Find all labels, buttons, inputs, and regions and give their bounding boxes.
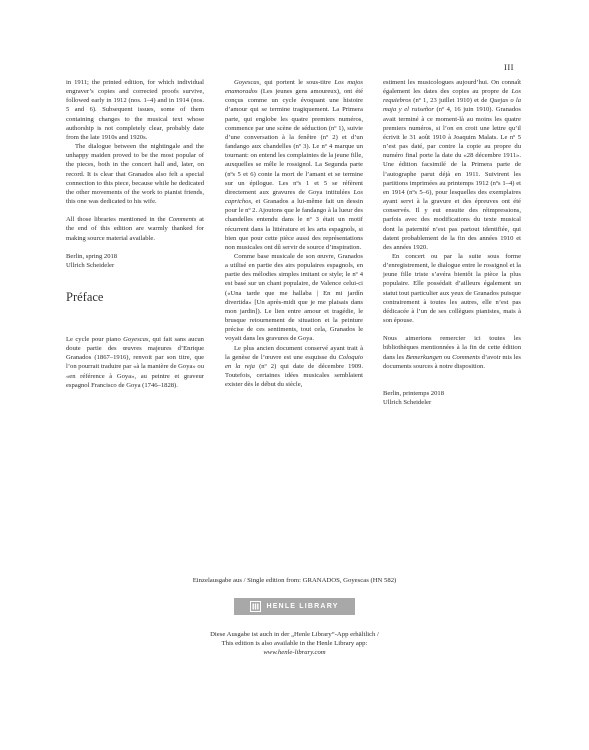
page-number: III: [504, 62, 514, 72]
paragraph-oldest-document: Le plus ancien document conservé ayant trait à la genèse de l’œuvre est une esquisse du Coloquio en la reja (nº 2) qui date de décembre 1909. Toutefois, certaines idées musicales semblaient exister dès le début du siècle,: [225, 344, 363, 389]
app-url-link[interactable]: www.henle-library.com: [263, 649, 326, 657]
henle-library-logo: [234, 598, 355, 615]
column-right: [383, 78, 521, 407]
paragraph-dialogue: The dialogue between the nightingale and the unhappy maiden proved to be the most popular of the pieces, both in the concert hall and, later, on record. It is clear that Granados also felt a special connection to this piece, because while he dedicated the other movements of the work to pianist friends, this one was dedicated to his wife.: [66, 143, 204, 206]
henle-library-icon: [250, 601, 261, 612]
app-availability-note: [0, 630, 589, 658]
single-edition-note: Einzelausgabe aus / Single edition from: GRANADOS, Goyescas (HN 582): [192, 577, 397, 584]
paragraph-preface-intro: Le cycle pour piano Goyescas, qui fait sans aucun doute partie des œuvres majeures d’Enrique Granados (1867–1916), renvoit par son titre, que l’on pourrait traduire par «à la manière de Goya» ou «en référence à Goya», au peintre et graveur espagnol Francisco de Goya (1746–1828).: [66, 335, 204, 389]
paragraph-musical-base: Comme base musicale de son œuvre, Granados a utilisé en partie des airs populaires espagnols, en partie des mélodies simples imitant ce style; le nº 4 est basé sur un chant populaire, de Valence celui-ci («Una tarde que me hallaba | En mi jardín divertida» [Un après-midi que je me plaisais dans mon jardin]). Le lien entre amour et tragédie, le brusque retournement de situation et la peinture précise de ces sentiments, tout cela, Granados le voyait dans les gravures de Goya.: [225, 252, 363, 343]
place-date: Berlin, spring 2018: [66, 252, 118, 260]
logo-text: HENLE LIBRARY: [266, 603, 339, 610]
author-name: Ullrich Scheideler: [66, 261, 115, 269]
author-name-fr: Ullrich Scheideler: [383, 399, 432, 406]
paragraph-goyescas: Goyescas, qui portent le sous-titre Los majos enamorados (Les jeunes gens amoureux), ont été conçus comme un cycle évoquant une histoire d’amour qui se termine tragiquement. La Primera parte, qui englobe les quatre premiers numéros, commence par une scène de séduction (nº 1), suivie d’une conversation à la fenêtre (nº 2) et d’un fandango aux chandelles (nº 3). Le nº 4 marque un tournant: on entend les complaintes de la jeune fille, auxquelles se mêle le rossignol. La Segunda parte (nºs 5 et 6) conte la mort de l’amant et se termine sur un épilogue. Les nºs 1 et 5 se réfèrent directement aux gravures de Goya intitulées Los caprichos, et Granados a lui-même fait un dessin pour le nº 2. Ajoutons que le fandango à la lueur des chandelles entendu dans le nº 3 était un motif récurrent dans la littérature et les arts espagnols, si bien que pour cette pièce aussi des représentations non musicales ont dû servir de source d’inspiration.: [225, 79, 363, 251]
column-left: [66, 78, 204, 390]
app-line-english: This edition is also available in the Henle Library app:: [221, 640, 368, 648]
paragraph-concert: En concert ou par la suite sous forme d’enregistrement, le dialogue entre le rossignol et la jeune fille triste s’avéra bientôt la pièce la plus populaire. Elle possédait d’ailleurs également un statut tout particulier aux yeux de Granados puisque contrairement à toutes les autres, elle n’est pas dédicacée à l’un de ses collègues pianistes, mais à son épouse.: [383, 252, 521, 325]
paragraph-thanks-fr: Nous aimerions remercier ici toutes les bibliothèques mentionnées à la fin de cette édition dans les Bemerkungen ou Comments d’avoir mis les documents sources à notre disposition.: [383, 335, 522, 370]
place-date-fr: Berlin, printemps 2018: [383, 389, 444, 397]
paragraph-continued: in 1911; the printed edition, for which individual engraver’s copies and corrected proofs survive, followed early in 1912 (nos. 1–4) and in 1914 (nos. 5 and 6). Subsequent issues, some of them containing changes to the musical text whose authorship is not completely clear, probably date from the late 1910s and 1920s.: [66, 79, 204, 141]
column-middle: [225, 78, 363, 389]
app-line-german: Diese Ausgabe ist auch in der „Henle Library“-App erhältlich /: [210, 631, 379, 638]
paragraph-thanks: All those libraries mentioned in the Comments at the end of this edition are warmly thanked for making source material available.: [66, 216, 204, 242]
preface-heading: Préface: [66, 289, 104, 304]
paragraph-copies: estiment les musicologues aujourd’hui. On connaît également les dates des copies au propre de Los requiebros (nº 1, 23 juillet 1910) et de Quejas o la maja y el ruiseñor (nº 4, 16 juin 1910). Granados avait terminé à ce moment-là au moins les quatre premiers numéros, si l’on en croit une lettre qu’il écrivit le 31 août 1910 à Joaquim Malats. Le nº 5 n’est pas daté, par contre la copie au propre du numéro final porte la date du «28 décembre 1911». Une édition facsimilé de la Primera parte de l’autographe parut déjà en 1911. Suivirent les partitions imprimées au printemps 1912 (nºs 1–4) et en 1914 (nºs 5–6), pour lesquelles des exemplaires ayant servi à la gravure et des épreuves ont été conservés. Il y eut ensuite des réimpressions, parfois avec des modifications du texte musical dont la paternité n’est pas partout identifiée, qui datent probablement de la fin des années 1910 et des années 1920.: [383, 79, 521, 251]
